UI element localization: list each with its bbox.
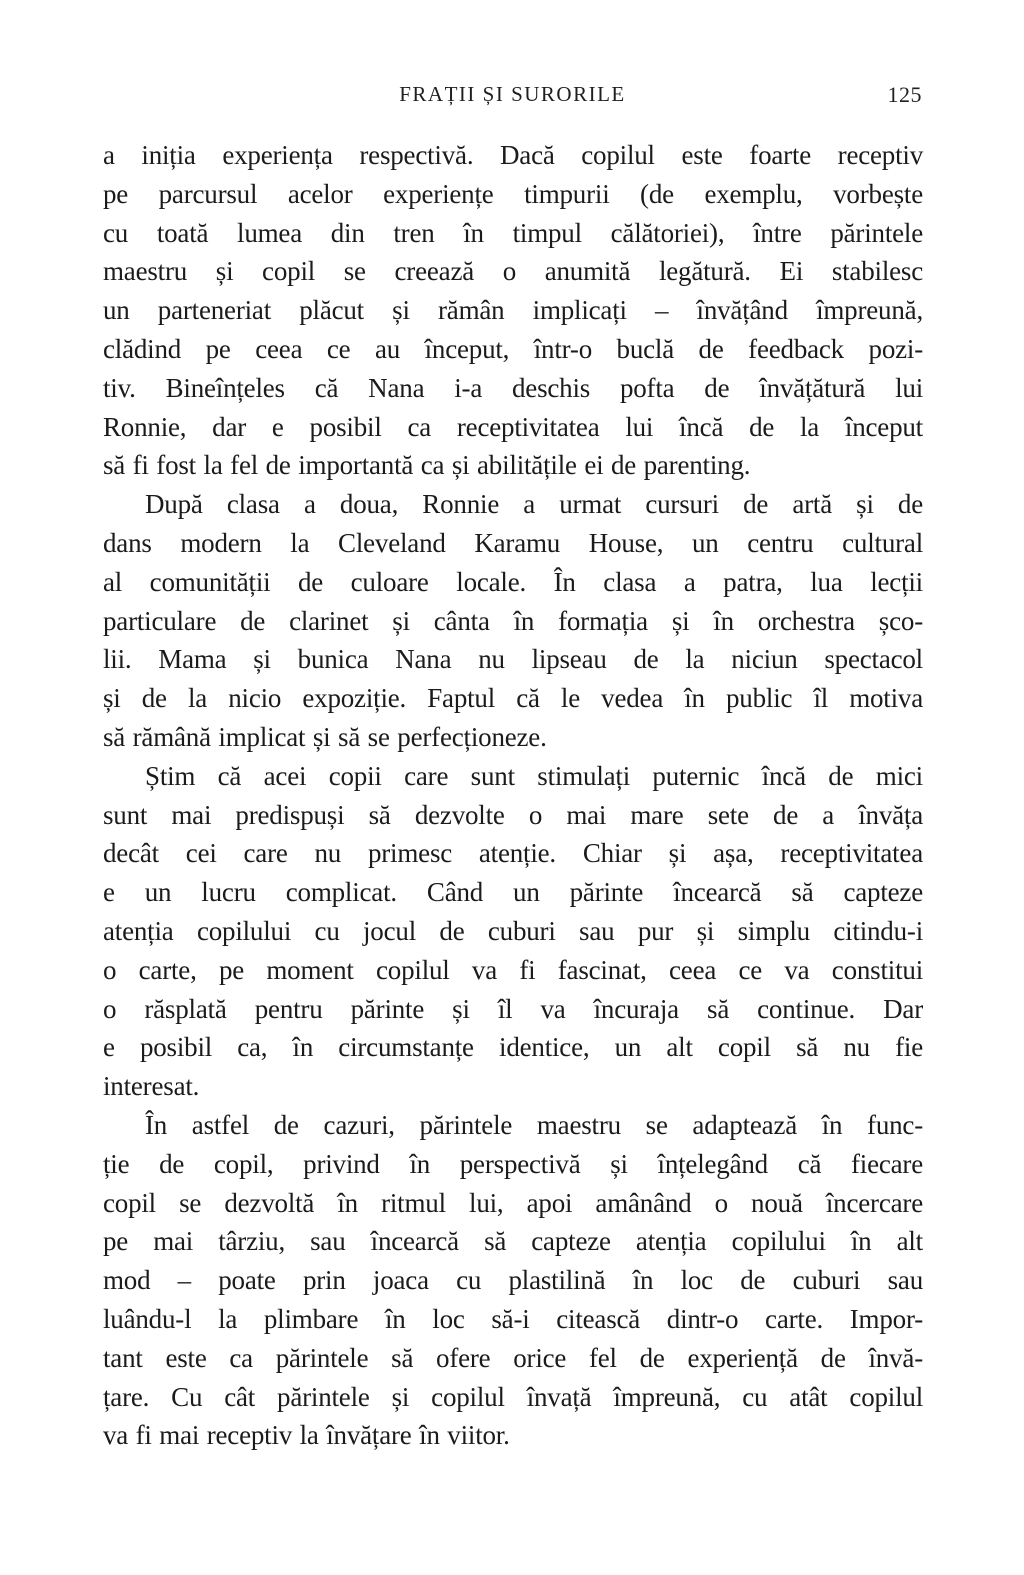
text-line: o carte, pe moment copilul va fi fascinat, ceea ce va constitui (103, 954, 923, 985)
text-line: luându-l la plimbare în loc să-i citească dintr-o carte. Impor- (103, 1303, 923, 1334)
text-line: să fi fost la fel de importantă ca și abilitățile ei de parenting. (103, 450, 751, 481)
text-line: tiv. Bineînțeles că Nana i-a deschis pofta de învățătură lui (103, 372, 923, 403)
text-line: tant este ca părintele să ofere orice fel de experiență de învă- (103, 1342, 923, 1373)
text-line: cu toată lumea din tren în timpul călătoriei), între părintele (103, 217, 923, 248)
text-line: decât cei care nu primesc atenție. Chiar și așa, receptivitatea (103, 838, 923, 869)
paragraph (103, 136, 923, 485)
text-line: clădind pe ceea ce au început, într-o buclă de feedback pozi- (103, 333, 923, 364)
text-line: lii. Mama și bunica Nana nu lipseau de la niciun spectacol (103, 644, 923, 675)
text-line: al comunității de culoare locale. În clasa a patra, lua lecții (103, 566, 923, 597)
text-line: e un lucru complicat. Când un părinte încearcă să capteze (103, 877, 923, 908)
body-text (103, 136, 923, 1455)
text-line: mod – poate prin joaca cu plastilină în loc de cuburi sau (103, 1265, 923, 1296)
text-line: pe parcursul acelor experiențe timpurii (de exemplu, vorbește (103, 178, 923, 209)
text-line: să rămână implicat și să se perfecționeze. (103, 721, 547, 752)
text-line: maestru și copil se creează o anumită legătură. Ei stabilesc (103, 256, 923, 287)
text-line: va fi mai receptiv la învățare în viitor. (103, 1420, 510, 1451)
text-line: dans modern la Cleveland Karamu House, un centru cultural (103, 527, 923, 558)
text-line: atenția copilului cu jocul de cuburi sau pur și simplu citindu-i (103, 915, 923, 946)
text-line: și de la nicio expoziție. Faptul că le vedea în public îl motiva (103, 683, 923, 714)
text-line: Ronnie, dar e posibil ca receptivitatea lui încă de la început (103, 411, 923, 442)
text-line: o răsplată pentru părinte și îl va încuraja să continue. Dar (103, 993, 923, 1024)
text-line: ție de copil, privind în perspectivă și înțelegând că fiecare (103, 1148, 923, 1179)
text-line: a iniția experiența respectivă. Dacă copilul este foarte receptiv (103, 140, 923, 170)
chapter-title: FRAȚII ȘI SURORILE (399, 82, 626, 106)
text-line: sunt mai predispuși să dezvolte o mai mare sete de a învăța (103, 799, 923, 830)
page-number: 125 (887, 82, 922, 107)
text-line: e posibil ca, în circumstanțe identice, un alt copil să nu fie (103, 1032, 923, 1063)
text-line: Știm că acei copii care sunt stimulați puternic încă de mici (145, 760, 923, 791)
text-line: interesat. (103, 1071, 200, 1102)
paragraph (103, 485, 923, 757)
paragraph (103, 1106, 923, 1455)
running-header (103, 82, 922, 110)
text-line: particulare de clarinet și cânta în formația și în orchestra șco- (103, 605, 923, 636)
text-line: pe mai târziu, sau încearcă să capteze atenția copilului în alt (103, 1226, 923, 1257)
paragraph (103, 757, 923, 1106)
text-line: copil se dezvoltă în ritmul lui, apoi amânând o nouă încercare (103, 1187, 923, 1218)
text-line: După clasa a doua, Ronnie a urmat cursuri de artă și de (145, 489, 923, 520)
text-line: În astfel de cazuri, părintele maestru se adaptează în func- (145, 1109, 923, 1140)
text-line: un parteneriat plăcut și rămân implicați – învățând împreună, (103, 295, 923, 326)
text-line: țare. Cu cât părintele și copilul învață împreună, cu atât copilul (103, 1381, 923, 1412)
